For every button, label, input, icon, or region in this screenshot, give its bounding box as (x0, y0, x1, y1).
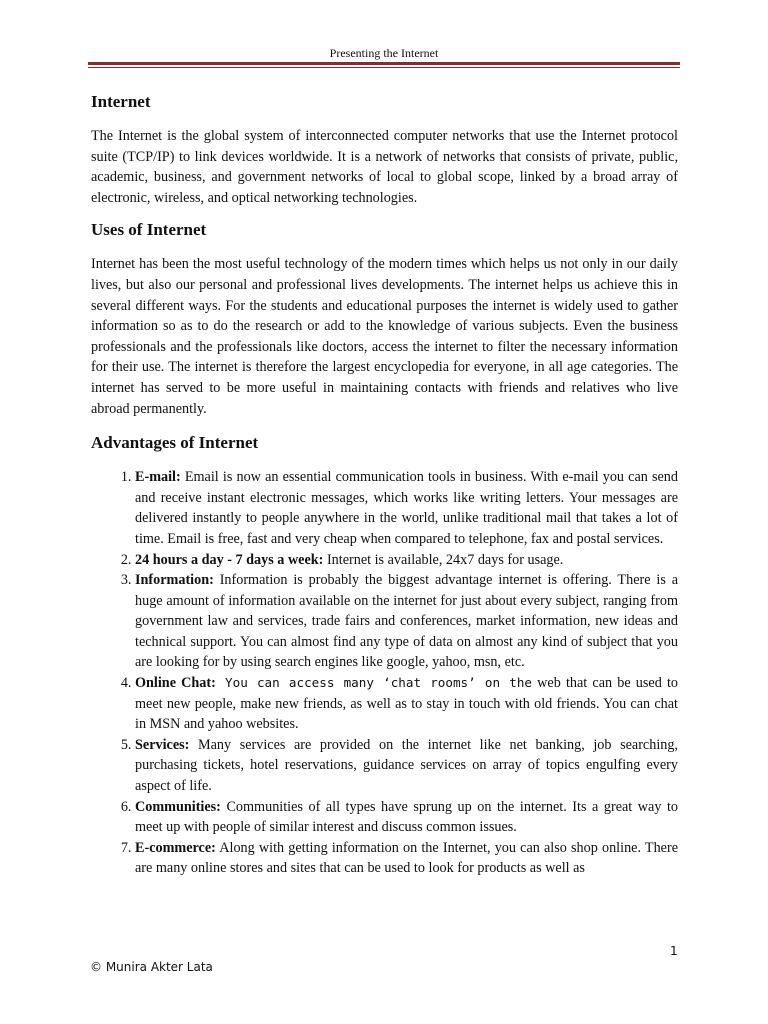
list-item-communities (135, 797, 678, 838)
list-item-text: Many services are provided on the internet like net banking, job searching, purchasing tickets, hotel reservations, guidance services on array of topics engulfing every aspect of life. (135, 736, 678, 795)
heading-advantages: Advantages of Internet (91, 433, 259, 453)
list-item-information (135, 570, 678, 673)
list-item-text: Information is probably the biggest advantage internet is offering. There is a huge amount of information available on the internet for just about every subject, ranging from government law and services, trade fairs and conferences, market information, new ideas and technical support. You can almost find any type of data on almost any kind of subject that you are looking for by using search engines like google, yahoo, msn, etc. (135, 572, 678, 671)
paragraph-internet: The Internet is the global system of interconnected computer networks that use the Internet protocol suite (TCP/IP) to link devices worldwide. It is a network of networks that consists of private, public, academic, business, and government networks of local to global scope, linked by a broad array of electronic, wireless, and optical networking technologies. (91, 128, 678, 206)
list-item-title: Information: (135, 572, 214, 589)
heading-uses-of-internet: Uses of Internet (91, 220, 207, 240)
list-item-title: Online Chat: (135, 675, 216, 692)
advantages-list (91, 467, 678, 879)
list-item-text: web that can be used to meet new people, make new friends, as well as to stay in touch with old friends. You can chat in MSN and yahoo websites. (135, 675, 678, 733)
list-item-24x7 (135, 550, 678, 571)
page-number: 1 (670, 944, 678, 958)
header-rule-thin (88, 67, 680, 68)
list-item-text-mono: You can access many ‘chat rooms’ on the (215, 675, 533, 691)
list-item-text: Along with getting information on the Internet, you can also shop online. There are many online stores and sites that can be used to look for products as well as (135, 839, 678, 877)
list-item-services (135, 735, 678, 797)
running-header: Presenting the Internet (329, 46, 439, 60)
list-item-text: Email is now an essential communication tools in business. With e-mail you can send and receive instant electronic messages, which works like writing letters. Your messages are delivered instantly to people anywhere in the world, unlike traditional mail that takes a lot of time. Email is free, fast and very cheap when compared to telephone, fax and postal services. (135, 469, 678, 547)
list-item-title: E-commerce: (135, 839, 216, 856)
list-item-title: Services: (135, 736, 190, 753)
list-item-ecommerce (135, 838, 678, 879)
list-item-text: Communities of all types have sprung up on the internet. Its a great way to meet up with people of similar interest and discuss common issues. (135, 798, 678, 836)
paragraph-uses: Internet has been the most useful technology of the modern times which helps us not only in our daily lives, but also our personal and professional lives developments. The internet helps us achieve this in several different ways. For the students and educational purposes the internet is widely used to gather information so as to do the research or add to the knowledge of various subjects. Even the business professionals and the professionals like doctors, access the internet to filter the necessary information for their use. The internet is therefore the largest encyclopedia for everyone, in all age categories. The internet has served to be more useful in maintaining contacts with friends and relatives who live abroad permanently. (91, 256, 678, 417)
list-item-text: Internet is available, 24x7 days for usage. (323, 551, 564, 568)
footer-author: © Munira Akter Lata (90, 960, 213, 974)
list-item-email (135, 467, 678, 549)
page-content (91, 90, 678, 879)
heading-internet: Internet (91, 92, 151, 111)
list-item-online-chat (135, 673, 678, 735)
header-rule (88, 62, 680, 65)
list-item-title: 24 hours a day - 7 days a week: (135, 551, 324, 568)
list-item-title: E-mail: (135, 469, 181, 486)
list-item-title: Communities: (135, 798, 221, 815)
